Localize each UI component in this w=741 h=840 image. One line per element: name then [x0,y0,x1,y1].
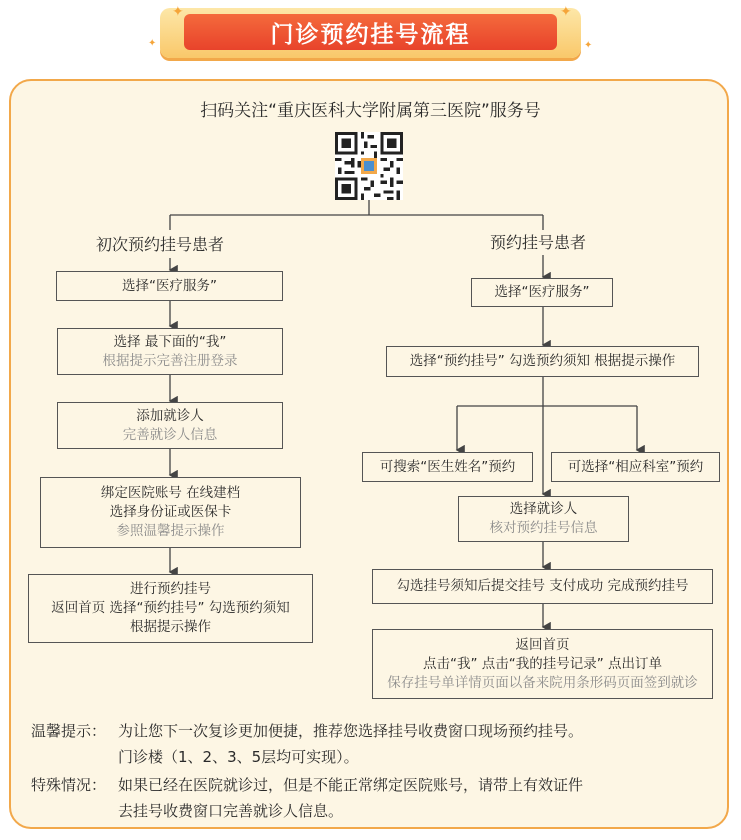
right-step-2 [386,346,699,377]
step-subtext: 根据提示完善注册登录 [102,352,238,369]
step-text: 选择“医疗服务” [122,277,217,294]
first-time-patient-heading: 初次预约挂号患者 [96,235,225,254]
step-text: 选择身份证或医保卡 [109,504,232,520]
step-text: 绑定医院账号 在线建档 [100,485,241,501]
sparkle-icon: ✦ [560,4,572,20]
special-text: 如果已经在医院就诊过，但是不能正常绑定医院账号，请带上有效证件 [118,776,584,794]
sparkle-icon: ✦ [584,40,593,51]
appointment-patient-heading: 预约挂号患者 [490,233,587,252]
step-text: 添加就诊人 [136,407,204,424]
step-text: 选择 最下面的“我” [113,333,227,350]
left-step-2 [57,328,283,375]
right-step-4 [372,569,713,604]
step-text: 点击“我” 点击“我的挂号记录” 点出订单 [422,655,663,672]
step-text: 返回首页 [515,636,570,653]
step-text: 选择“预约挂号” 勾选预约须知 根据提示操作 [409,353,676,369]
left-step-4 [40,477,301,548]
step-subtext: 核对预约挂号信息 [489,520,598,536]
option-select-department [551,452,720,482]
right-step-5 [372,629,713,699]
qr-code-icon[interactable] [335,132,403,200]
special-label: 特殊情况： [31,776,107,794]
right-step-3 [458,496,629,542]
tip-text: 为让您下一次复诊更加便捷，推荐您选择挂号收费窗口现场预约挂号。 [118,722,584,740]
tip-text: 门诊楼（1、2、3、5层均可实现）。 [118,748,359,766]
step-text: 可搜索“医生姓名”预约 [379,458,516,475]
scan-instruction: 扫码关注“重庆医科大学附属第三医院”服务号 [200,101,541,121]
step-text: 返回首页 选择“预约挂号” 勾选预约须知 [51,600,290,616]
tip-label: 温馨提示： [31,722,107,740]
step-text: 可选择“相应科室”预约 [567,458,704,475]
step-text: 选择就诊人 [509,501,578,517]
page-title: 门诊预约挂号流程 [184,14,557,50]
step-text: 勾选挂号须知后提交挂号 支付成功 完成预约挂号 [396,578,689,594]
right-step-1 [471,278,613,307]
special-text: 去挂号收费窗口完善就诊人信息。 [118,802,344,820]
option-search-doctor [362,452,533,482]
sparkle-icon: ✦ [148,38,157,49]
step-text: 进行预约挂号 [130,581,211,597]
left-step-5 [28,574,313,643]
step-subtext: 保存挂号单详情页面以备来院用条形码页面签到就诊 [387,674,698,691]
step-text: 选择“医疗服务” [494,284,590,300]
step-subtext: 完善就诊人信息 [122,426,218,443]
step-text: 根据提示操作 [130,619,211,635]
left-step-1 [56,271,283,301]
sparkle-icon: ✦ [172,4,184,20]
step-subtext: 参照温馨提示操作 [116,523,225,539]
left-step-3 [57,402,283,449]
